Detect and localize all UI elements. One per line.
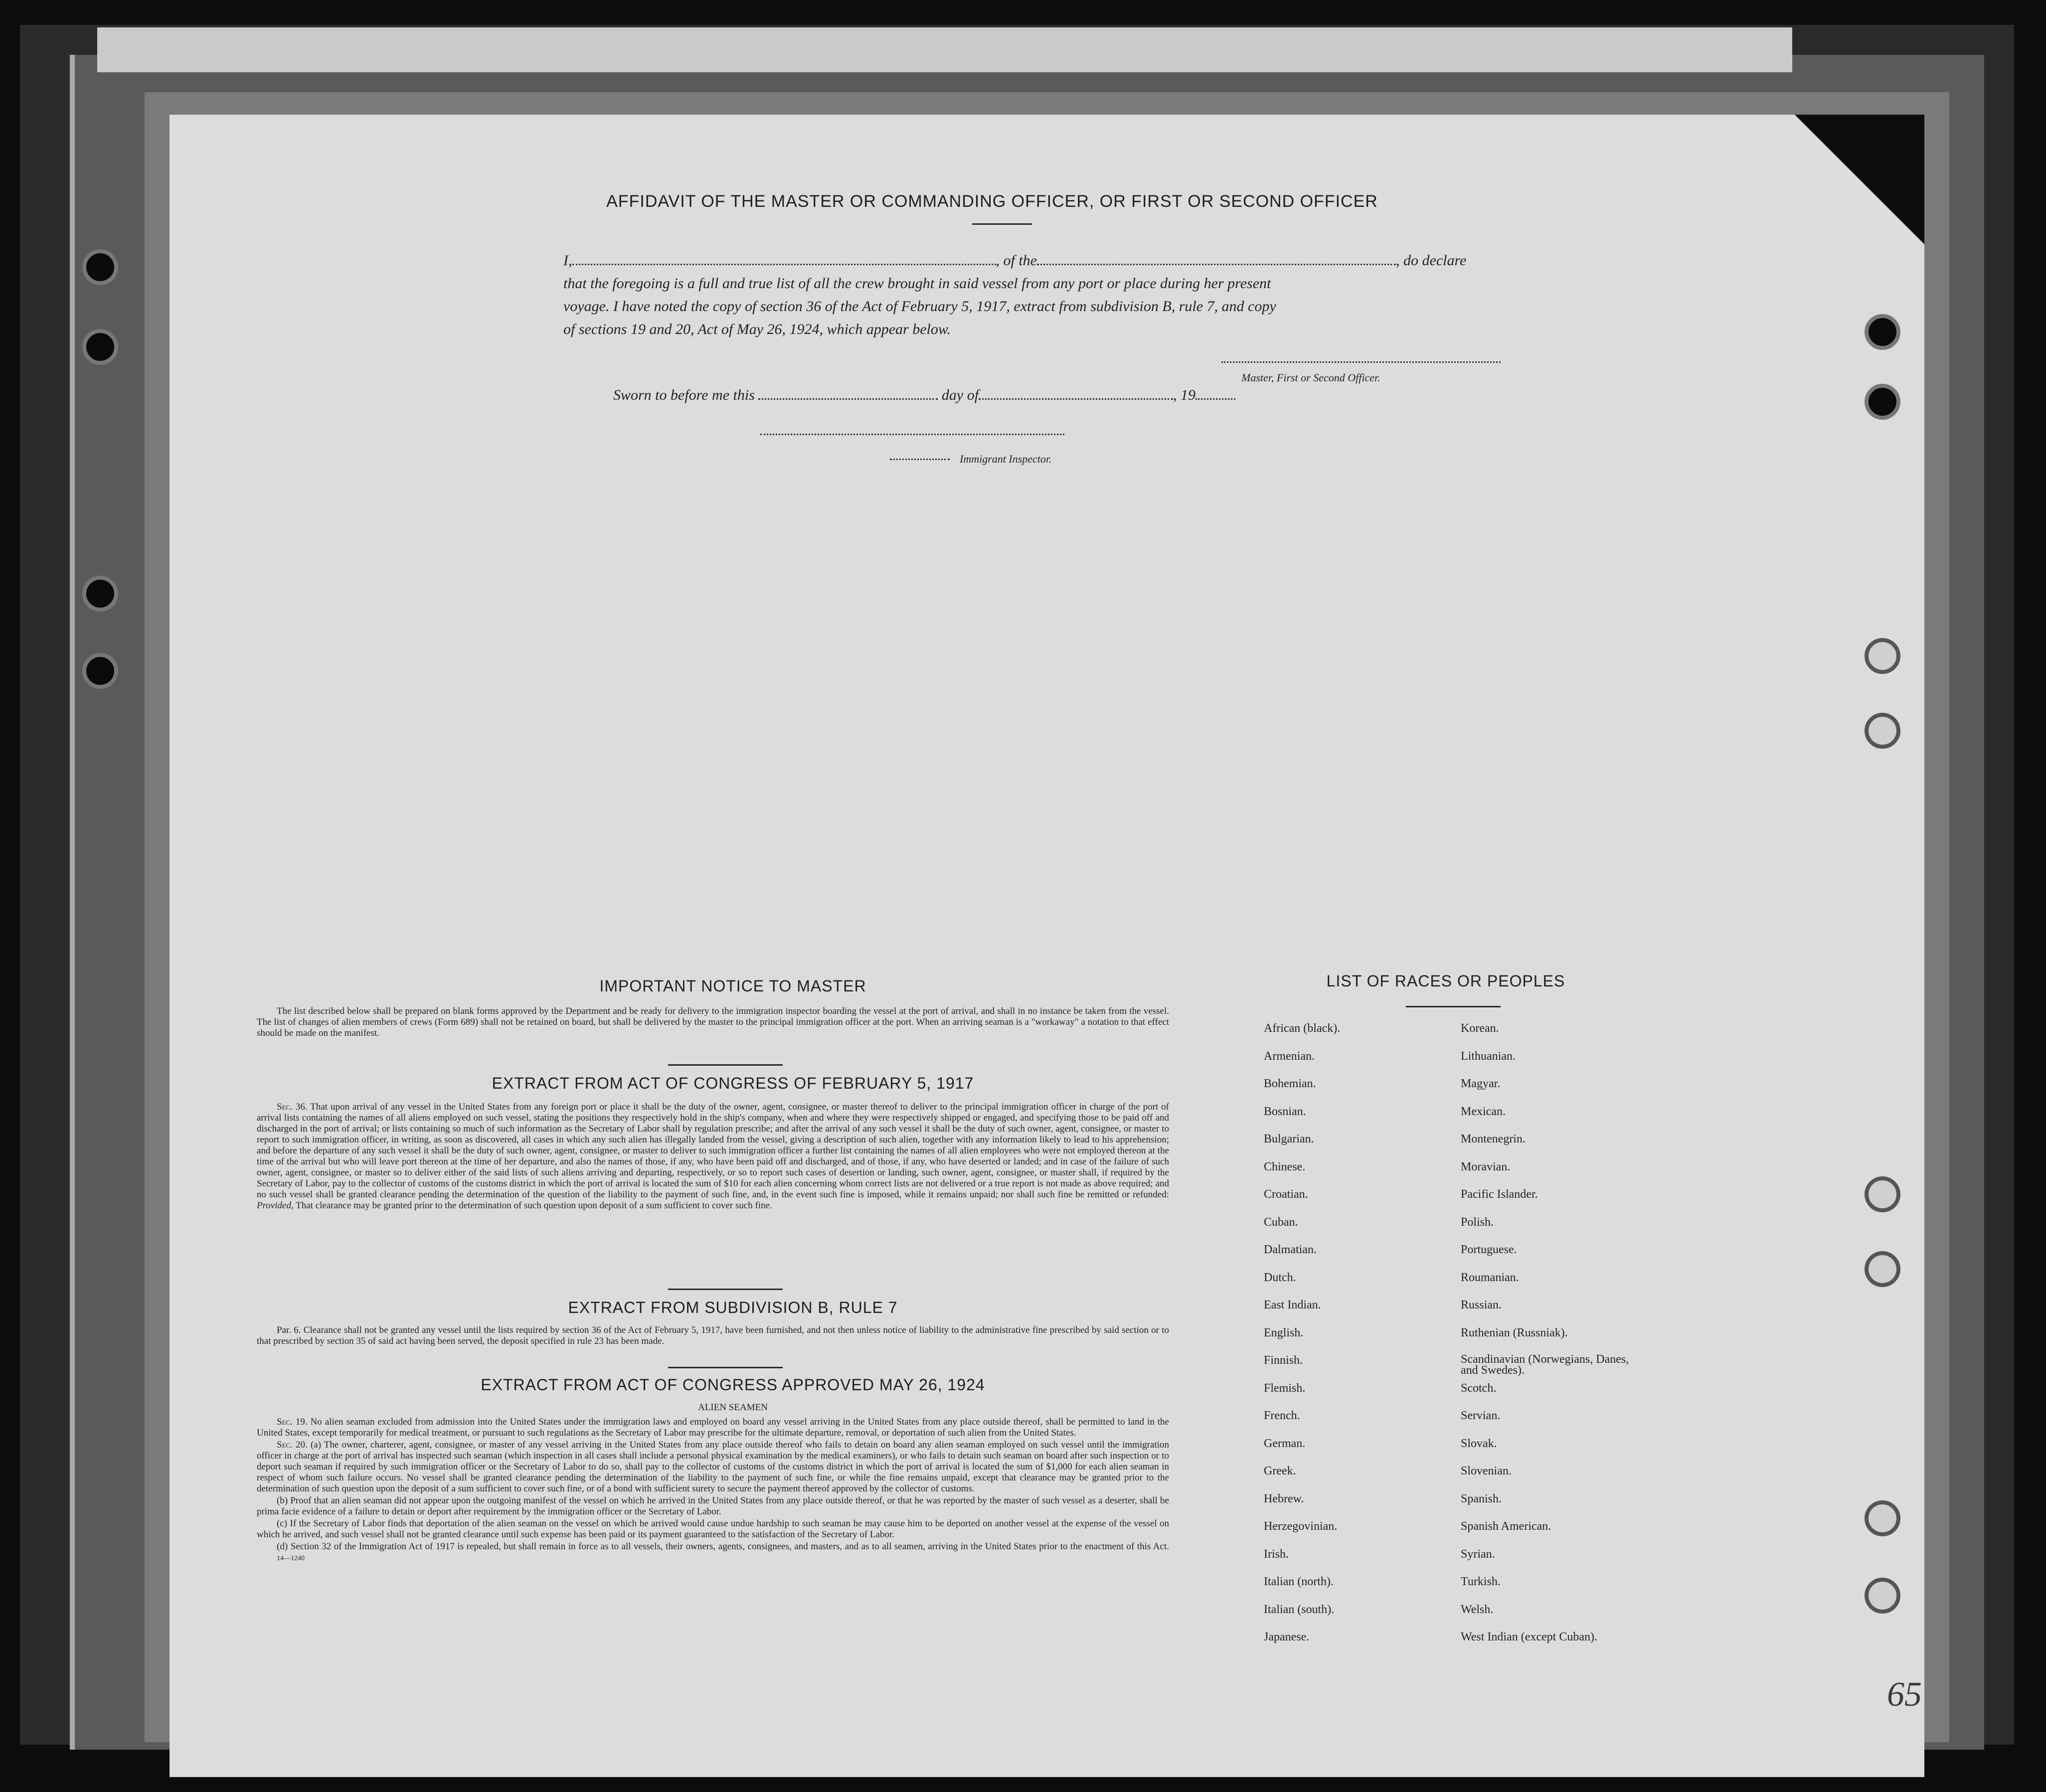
- affidavit-declare: , do declare: [1396, 252, 1467, 269]
- race-item: Roumanian.: [1461, 1271, 1519, 1284]
- race-item: East Indian.: [1264, 1299, 1321, 1311]
- sec-20-label: Sec. 20.: [277, 1440, 308, 1450]
- affidavit-line-4: of sections 19 and 20, Act of May 26, 1924, which appear below.: [563, 321, 951, 337]
- affidavit-line-3: voyage. I have noted the copy of section 36 of the Act of February 5, 1917, extract from subdivision B, rule 7, and copy: [563, 298, 1276, 315]
- race-item: Bosnian.: [1264, 1105, 1306, 1118]
- binder-hole-icon: [82, 576, 118, 612]
- year-blank: [1195, 398, 1235, 400]
- sec-19-text: No alien seaman excluded from admission into the United States under the immigration laws and employed on board any vessel arriving in the United States from any place outside thereof, shall be permitted to land in the United States, except temporarily for medical treatment, or pursuant to such regulations as the Secretary of Labor may prescribe for the ultimate departure, removal, or deportation of such alien from the United States.: [257, 1417, 1169, 1438]
- inspector-label: Immigrant Inspector.: [960, 453, 1052, 465]
- binder-hole-icon: [82, 249, 118, 285]
- affidavit-of-the: , of the: [996, 252, 1037, 269]
- binder-hole-icon: [1865, 1500, 1900, 1536]
- race-item: French.: [1264, 1409, 1300, 1422]
- year-prefix: , 19: [1173, 387, 1196, 403]
- race-item: Japanese.: [1264, 1630, 1310, 1643]
- race-item: Croatian.: [1264, 1188, 1308, 1201]
- race-item: Servian.: [1461, 1409, 1501, 1422]
- races-left-column: [1264, 1022, 1453, 1695]
- race-item: Ruthenian (Russniak).: [1461, 1326, 1568, 1339]
- race-item: Spanish.: [1461, 1492, 1502, 1505]
- race-item: Italian (north).: [1264, 1575, 1334, 1588]
- race-item: Armenian.: [1264, 1049, 1315, 1063]
- race-item: Mexican.: [1461, 1105, 1506, 1118]
- sec-20b-text: (b) Proof that an alien seaman did not appear upon the outgoing manifest of the vessel on which he arrived in the United States from any place outside thereof, or that he was reported by the master of such vessel as a deserter, shall be prima facie evidence of a failure to detain or deport after requirement by the immigration officer or the Secretary of Labor.: [257, 1495, 1169, 1517]
- races-title: LIST OF RACES OR PEOPLES: [1326, 972, 1565, 990]
- binder-hole-icon: [1865, 713, 1900, 749]
- race-item: Hebrew.: [1264, 1492, 1304, 1505]
- race-item: Spanish American.: [1461, 1520, 1551, 1533]
- race-item: Welsh.: [1461, 1603, 1494, 1616]
- master-signature-line: [1221, 361, 1501, 363]
- sworn-line: [613, 384, 1235, 407]
- notice-text: [257, 1006, 1169, 1040]
- affidavit-line-1: [563, 249, 1625, 272]
- notice-title: IMPORTANT NOTICE TO MASTER: [599, 977, 866, 995]
- race-item: African (black).: [1264, 1022, 1341, 1035]
- race-item: Scotch.: [1461, 1381, 1497, 1395]
- extract-1924-text: [257, 1417, 1169, 1565]
- sworn-text: Sworn to before me this: [613, 387, 755, 403]
- alien-seamen-subtitle: ALIEN SEAMEN: [698, 1402, 768, 1413]
- race-item: Herzegovinian.: [1264, 1520, 1338, 1533]
- form-number: 14—1240: [277, 1555, 305, 1562]
- race-item: Finnish.: [1264, 1354, 1303, 1367]
- races-right-column: [1461, 1022, 1720, 1695]
- section-rule: [668, 1064, 783, 1066]
- race-item: Cuban.: [1264, 1215, 1298, 1229]
- binder-hole-icon: [1865, 384, 1900, 420]
- race-item: Bohemian.: [1264, 1077, 1316, 1090]
- race-item: Dutch.: [1264, 1271, 1296, 1284]
- back-sheet-3: [97, 27, 1792, 72]
- race-item: Scandinavian (Norwegians, Danes, and Swedes).: [1461, 1353, 1629, 1377]
- extract-rule7-text: [257, 1325, 1169, 1348]
- race-item: Dalmatian.: [1264, 1243, 1317, 1256]
- handwritten-page-number: 65: [1887, 1675, 1922, 1714]
- sec-20c-text: (c) If the Secretary of Labor finds that deportation of the alien seaman on the vessel on which he arrived would cause undue hardship to such seaman he may cause him to be deported on another vessel at the expense of the vessel on which he arrived, and such vessel shall not be granted clearance until such expense has been paid or its payment guaranteed to the satisfaction of the Secretary of Labor.: [257, 1518, 1169, 1540]
- provided-text: Provided,: [257, 1200, 294, 1211]
- binder-hole-icon: [1865, 638, 1900, 674]
- race-item: Lithuanian.: [1461, 1049, 1516, 1063]
- race-item: Montenegrin.: [1461, 1133, 1526, 1145]
- sworn-day-blank: [758, 398, 938, 400]
- race-item: Flemish.: [1264, 1381, 1306, 1395]
- race-item: Russian.: [1461, 1299, 1502, 1311]
- race-item: Polish.: [1461, 1215, 1494, 1229]
- binder-hole-icon: [82, 653, 118, 689]
- extract-1917-title: EXTRACT FROM ACT OF CONGRESS OF FEBRUARY 5, 1917: [492, 1074, 974, 1092]
- race-item: Turkish.: [1461, 1575, 1501, 1588]
- race-item: Korean.: [1461, 1022, 1499, 1035]
- sec-19-label: Sec. 19.: [277, 1417, 308, 1427]
- race-item: Moravian.: [1461, 1160, 1511, 1173]
- affidavit-line-2: that the foregoing is a full and true list of all the crew brought in said vessel from any port or place during her present: [563, 275, 1271, 292]
- sec-20d-text: (d) Section 32 of the Immigration Act of 1917 is repealed, but shall remain in force as to all vessels, their owners, agents, consignees, and masters, and as to all seamen, arriving in the United States prior to the enactment of this Act.: [277, 1541, 1169, 1552]
- race-item: Slovenian.: [1461, 1465, 1512, 1477]
- race-item: Pacific Islander.: [1461, 1188, 1538, 1201]
- binder-hole-icon: [82, 329, 118, 365]
- race-item: Chinese.: [1264, 1160, 1306, 1173]
- extract-rule7-title: EXTRACT FROM SUBDIVISION B, RULE 7: [568, 1299, 898, 1316]
- section-rule: [668, 1289, 783, 1290]
- sec-20a-text: (a) The owner, charterer, agent, consignee, or master of any vessel arriving in the United States from any place outside thereof who fails to detain on board any alien seaman employed on such vessel until the immigration officer in charge at the port of arrival has inspected such seaman (which inspection in all cases shall include a personal physical examination by the medical examiners), or who fails to detain such seaman on board after such inspection or to deport such seaman if required by such immigration officer or the Secretary of Labor to do so, shall pay to the collector of customs of the customs district in which the port of arrival is located the sum of $1,000 for each alien seaman in respect of whom such failure occurs. No vessel shall be granted clearance pending the determination of the liability to the payment of such fine, or while the fine remains unpaid, except that clearance may be granted prior to the determination of such question upon the deposit of a sum sufficient to cover such fine, or of a bond with sufficient surety to secure the payment thereof approved by the collector of customs.: [257, 1440, 1170, 1494]
- race-item: English.: [1264, 1326, 1304, 1339]
- race-item: Portuguese.: [1461, 1243, 1517, 1256]
- master-label: Master, First or Second Officer.: [1241, 371, 1380, 384]
- sec-36-text: That upon arrival of any vessel in the United States from any foreign port or place it shall be the duty of the owner, agent, consignee, or master thereof to deliver to the principal immigration officer in charge of the port of arrival lists containing the names of all aliens employed on such vessel, stating the positions they respectively hold in the ship's company, when and where they were respectively shipped or engaged, and specifying those to be paid off and discharged in the port of arrival; or lists containing so much of such information as the Secretary of Labor shall by regulation prescribe; and after the arrival of any such vessel it shall be the duty of such owner, agent, consignee, or master to report to such immigration officer, in writing, as soon as discovered, all cases in which any such alien has illegally landed from the vessel, giving a description of such alien, together with any information likely to lead to his apprehension; and before the departure of any such vessel it shall be the duty of such owner, agent, consignee, or master to deliver to such immigration officer a further list containing the names of all alien employees who were not employed thereon at the time of the arrival but who will leave port thereon at the time of her departure, and also the names of those, if any, who have been paid off and discharged, and of those, if any, who have deserted or landed; and in case of the failure of such owner, agent, consignee, or master so to deliver either of the said lists of such aliens arriving and departing, respectively, or so to report such cases of desertion or landing, such owner, agent, consignee, or master shall, if required by the Secretary of Labor, pay to the collector of customs of the customs district in which the port of arrival is located the sum of $10 for each alien concerning whom correct lists are not delivered or a true report is not made as above required; and no such vessel shall be granted clearance pending the determination of the question of the liability to the payment of such fine, and, in the event such fine is imposed, while it remains unpaid; nor shall such fine be remitted or refunded:: [257, 1102, 1169, 1200]
- inspector-short-line: [890, 459, 950, 460]
- race-item: German.: [1264, 1437, 1306, 1450]
- races-rule: [1406, 1006, 1501, 1007]
- sec-36-label: Sec. 36.: [277, 1102, 308, 1112]
- race-item: Magyar.: [1461, 1077, 1501, 1090]
- binder-hole-icon: [1865, 1251, 1900, 1287]
- notice-paragraph: The list described below shall be prepared on blank forms approved by the Department and be ready for delivery to the immigration inspector boarding the vessel at the port of arrival, and shall in no instance be taken from the vessel. The list of changes of alien members of crews (Form 689) shall not be retained on board, but shall be delivered by the master to the principal immigration officer at the port. When an arriving seaman is a "workaway" a notation to that effect should be made on the manifest.: [257, 1006, 1169, 1038]
- race-item: Syrian.: [1461, 1547, 1495, 1561]
- sec-36-text-end: That clearance may be granted prior to the determination of such question upon deposit of a sum sufficient to cover such fine.: [296, 1200, 772, 1211]
- race-item: Slovak.: [1461, 1437, 1497, 1450]
- vessel-blank: [1037, 264, 1396, 265]
- affidavit-i: I,: [563, 252, 572, 269]
- day-of-text: day of: [941, 387, 979, 403]
- binder-hole-icon: [1865, 1176, 1900, 1212]
- affidavit-title: AFFIDAVIT OF THE MASTER OR COMMANDING OFFICER, OR FIRST OR SECOND OFFICER: [606, 192, 1378, 211]
- race-item: Italian (south).: [1264, 1603, 1335, 1616]
- binder-hole-icon: [1865, 1578, 1900, 1614]
- race-item: Bulgarian.: [1264, 1133, 1314, 1145]
- extract-1924-title: EXTRACT FROM ACT OF CONGRESS APPROVED MAY 26, 1924: [481, 1376, 985, 1394]
- race-item: West Indian (except Cuban).: [1461, 1630, 1597, 1643]
- month-blank: [979, 398, 1173, 400]
- section-rule: [668, 1367, 783, 1368]
- document-page: [170, 115, 1924, 1777]
- name-blank: [572, 264, 996, 265]
- race-item: Irish.: [1264, 1547, 1289, 1561]
- binder-hole-icon: [1865, 314, 1900, 350]
- extract-1917-text: [257, 1102, 1169, 1212]
- race-item: Greek.: [1264, 1465, 1296, 1477]
- rule7-paragraph: Par. 6. Clearance shall not be granted any vessel until the lists required by section 36 of the Act of February 5, 1917, have been furnished, and not then unless notice of liability to the administrative fine prescribed by said section or to that prescribed by section 35 of said act having been served, the deposit specified in rule 23 has been made.: [257, 1325, 1169, 1346]
- folded-corner: [1795, 115, 1924, 244]
- title-rule: [972, 223, 1032, 225]
- inspector-signature-line: [760, 434, 1064, 435]
